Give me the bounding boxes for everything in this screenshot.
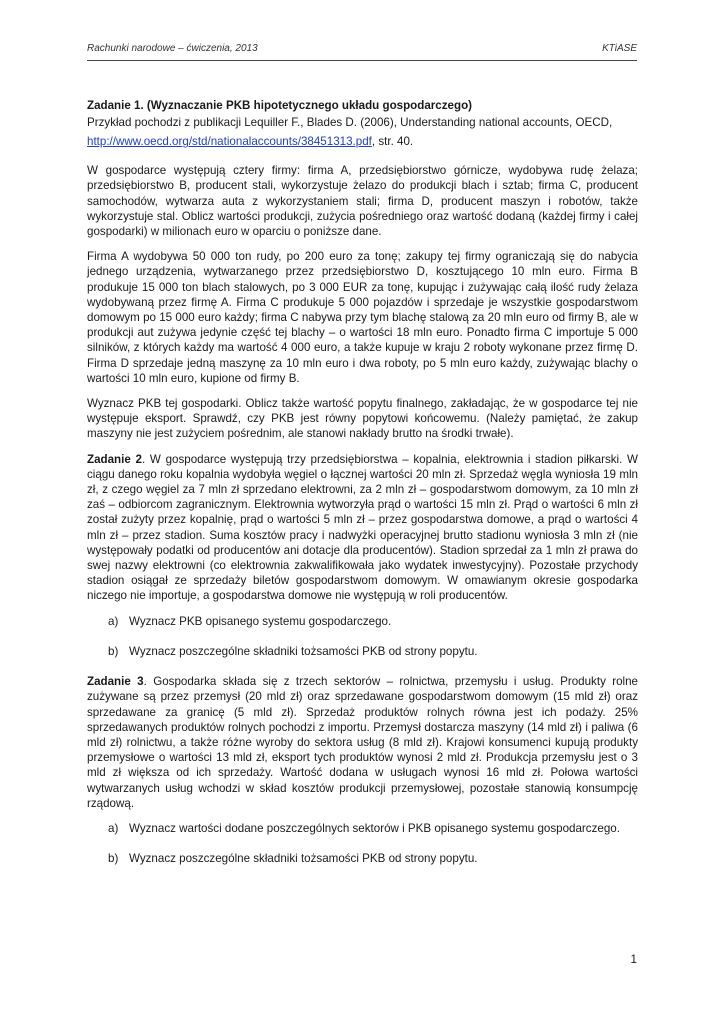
list-text: Wyznacz poszczególne składniki tożsamości PKB od strony popytu. <box>129 644 478 658</box>
task1-source-text: Przykład pochodzi z publikacji Lequiller F., Blades D. (2006), Understanding national accounts, OECD, <box>87 116 613 130</box>
page-header <box>87 43 637 54</box>
task3-subtasks <box>87 821 638 866</box>
task1-source-link[interactable]: http://www.oecd.org/std/nationalaccounts/38451313.pdf <box>87 135 372 149</box>
list-text: Wyznacz poszczególne składniki tożsamości PKB od strony popytu. <box>129 852 478 866</box>
list-marker: b) <box>108 644 119 658</box>
list-item <box>108 851 638 866</box>
task2-label: Zadanie 2 <box>87 452 142 466</box>
task3-paragraph <box>87 674 638 811</box>
header-divider <box>87 60 637 61</box>
header-department: KTiASE <box>602 43 637 54</box>
document-body <box>87 98 638 881</box>
task1-source <box>87 113 638 151</box>
task1-paragraph-2: Firma A wydobywa 50 000 ton rudy, po 200 euro za tonę; zakupy tej firmy ograniczają się do nabycia jednego urządzenia, wytwarzanego przez przedsiębiorstwo D, kosztującego 10 mln euro. Firma B produkuje 15 000 ton blach stalowych, po 3 000 EUR za tonę, kupując i zużywając całą ilość rudy żelaza wydobywaną przez firmę A. Firma C produkuje 5 000 pojazdów i sprzedaje je wszystkie gospodarstwom domowym po 15 000 euro każdy; firma C nabywa przy tym blachę stalową za 20 mln euro od firmy B, ale w produkcji aut zużywa jedynie część tej blachy – o wartości 18 mln euro. Ponadto firma C importuje 5 000 silników, z których każdy ma wartość 4 000 euro, a także kupuje w kraju 2 roboty wykonane przez firmę D. Firma D sprzedaje jedną maszynę za 10 mln euro i dwa roboty, po 5 mln euro każdy, zużywając blachy o wartości 10 mln euro, kupione od firmy B. <box>87 250 638 385</box>
list-marker: b) <box>108 852 119 866</box>
task1-title: Zadanie 1. (Wyznaczanie PKB hipotetycznego układu gospodarczego) <box>87 99 473 112</box>
header-course-title: Rachunki narodowe – ćwiczenia, 2013 <box>87 43 258 54</box>
task2-text: . W gospodarce występują trzy przedsiębiorstwa – kopalnia, elektrownia i stadion piłkarski. W ciągu danego roku kopalnia wydobyła węgiel o łącznej wartości 20 mln zł. Sprzedaż węgla wyniosła 19 mln zł, z czego węgiel za 7 mln zł sprzedano elektrowni, za 2 mln zł – gospodarstwom domowym, za 10 mln zł zaś – odbiorcom zagranicznym. Elektrownia wytworzyła prąd o wartości 15 mln zł. Prąd o wartości 6 mln zł został zużyty przez kopalnię, prąd o wartości 5 mln zł – przez gospodarstwa domowe, a prąd o wartości 4 mln zł – przez stadion. Suma kosztów pracy i nadwyżki operacyjnej brutto stadionu wyniosła 3 mln zł (nie występowały podatki od producentów ani dotacje dla producentów). Stadion sprzedał za 1 mln zł prawa do swej nazwy elektrowni (co elektrownia zakwalifikowała jako wydatek inwestycyjny). Pozostałe przychody stadion osiągał ze sprzedaży biletów gospodarstwom domowym. W omawianym okresie gospodarka niczego nie importuje, a gospodarstwa domowe nie występują w roli producentów. <box>87 452 638 603</box>
task1-paragraph-3: Wyznacz PKB tej gospodarki. Oblicz także wartość popytu finalnego, zakładając, że w gospodarce tej nie występuje eksport. Sprawdź, czy PKB jest równy popytowi końcowemu. (Należy pamiętać, że zakup maszyny nie jest zużyciem pośrednim, ale stanowi nakłady brutto na środki trwałe). <box>87 397 638 441</box>
page-number: 1 <box>630 953 637 966</box>
list-text: Wyznacz PKB opisanego systemu gospodarczego. <box>129 614 392 628</box>
list-item <box>108 614 638 629</box>
task2-subtasks <box>87 614 638 659</box>
list-marker: a) <box>108 614 119 628</box>
task3-label: Zadanie 3 <box>87 675 144 689</box>
list-text: Wyznacz wartości dodane poszczególnych sektorów i PKB opisanego systemu gospodarczego. <box>129 821 620 835</box>
task3-text: . Gospodarka składa się z trzech sektorów – rolnictwa, przemysłu i usług. Produkty rolne zużywane są przez przemysł (20 mld zł) oraz sprzedawane gospodarstwom domowym (15 mld zł) oraz sprzedawane za granicę (5 mld zł). Sprzedaż produktów rolnych równa jest ich podaży. 25% sprzedawanych produktów rolnych pochodzi z importu. Przemysł dostarcza maszyny (14 mld zł) i paliwa (6 mld zł) rolnictwu, a także różne wyroby do sektora usług (8 mld zł). Krajowi konsumenci kupują produkty przemysłowe o wartości 13 mld zł, eksport tych produktów wynosi 2 mld zł. Produkcja przemysłu jest o 3 mld zł większa od ich sprzedaży. Wartość dodana w usługach wynosi 16 mld zł. Połowa wartości wytwarzanych usług wchodzi w skład kosztów produkcji przemysłowej, pozostałe stanowią konsumpcję rządową. <box>87 675 639 810</box>
list-marker: a) <box>108 821 119 835</box>
task2-paragraph <box>87 452 638 604</box>
task1-source-suffix: , str. 40. <box>371 135 414 149</box>
list-item <box>108 644 638 659</box>
list-item <box>108 821 638 836</box>
task1-paragraph-1: W gospodarce występują cztery firmy: firma A, przedsiębiorstwo górnicze, wydobywa rudę żelaza; przedsiębiorstwo B, producent stali, wykorzystuje żelazo do produkcji blach i sztab; firma C, producent samochodów, wytwarza auta z wykorzystaniem stali; firma D, producent maszyn i robotów, także wykorzystuje stal. Oblicz wartości produkcji, zużycia pośredniego oraz wartość dodaną (każdej firmy i całej gospodarki) w milionach euro w oparciu o poniższe dane. <box>87 164 638 239</box>
